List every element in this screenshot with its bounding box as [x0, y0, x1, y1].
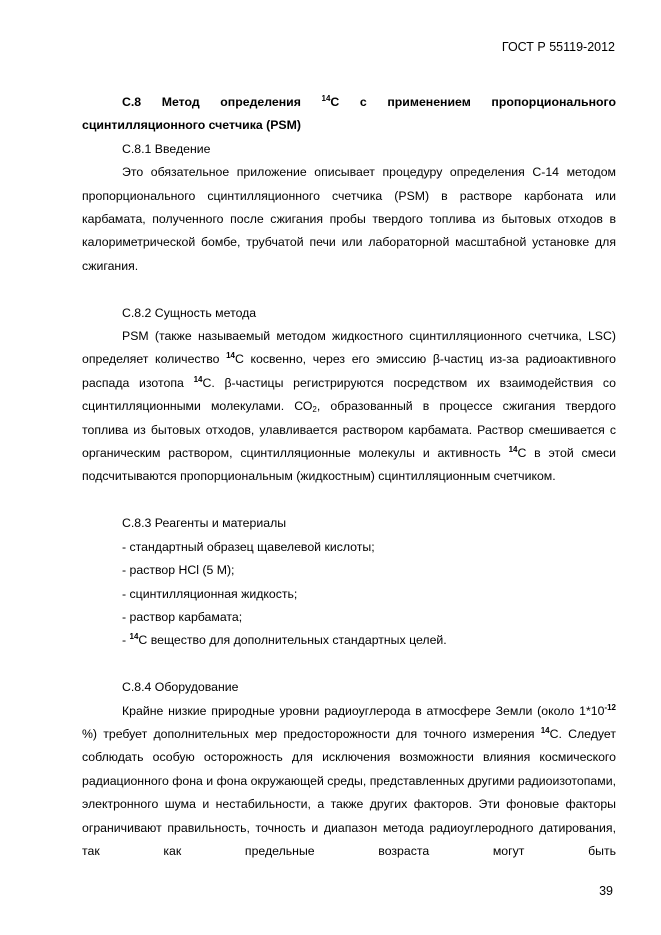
- heading-prefix: С.8 Метод определения: [122, 95, 322, 109]
- heading-superscript: 14: [321, 94, 331, 103]
- c82-text-part: , образованный в процессе сжигания твердого топлива из бытовых отходов, улавливается раствором карбамата. Раствор смешивается с органическим раствором, сцинтилляционные молекулы и активность: [82, 399, 616, 461]
- c84-sup: 14: [540, 725, 550, 735]
- section-c82-text: [82, 325, 616, 489]
- c82-sup: 14: [226, 351, 235, 361]
- list-item: - раствор карбамата;: [122, 609, 243, 624]
- list-item: [82, 629, 616, 652]
- list-item: - стандартный образец щавелевой кислоты;: [122, 539, 375, 554]
- page-number: 39: [599, 884, 613, 898]
- list-item: - раствор HCl (5 М);: [122, 563, 235, 578]
- section-c81-title: С.8.1 Введение: [122, 141, 211, 156]
- c84-sup: -12: [604, 702, 616, 712]
- c84-text-part: Крайне низкие природные уровни радиоуглерода в атмосфере Земли (около 1*10: [122, 703, 605, 718]
- section-c84-text: [82, 700, 616, 864]
- list-item: - сцинтилляционная жидкость;: [122, 586, 298, 601]
- document-body: [82, 91, 616, 863]
- c82-sup: 14: [193, 374, 203, 384]
- section-c83-title: С.8.3 Реагенты и материалы: [122, 516, 287, 531]
- document-code-header: ГОСТ Р 55119-2012: [501, 40, 615, 54]
- list-item-prefix: -: [122, 633, 130, 648]
- c82-sub: 2: [312, 405, 317, 415]
- c82-text-part: С. β-частицы регистрируются посредством их взаимодействия со сцинтилляционными молекулами. СО: [82, 375, 616, 414]
- c84-text-part: С. Следует соблюдать особую осторожность для исключения возможности влияния космического радиационного фона и фона окружающей среды, представленных другими радиоизотопами, электронного шума и нестабильности, а также других факторов. Эти фоновые факторы ограничивают правильность, точность и диапазон метода радиоуглеродного датирования, так как предельные возраста могут быть: [82, 726, 616, 858]
- list-item-text: С вещество для дополнительных стандартных целей.: [138, 633, 447, 648]
- c82-sup: 14: [508, 445, 518, 455]
- heading-suffix: С с применением пропорционального сцинтилляционного счетчика (PSM): [82, 95, 616, 133]
- c82-text-part: С в этой смеси подсчитываются пропорциональным (жидкостным) сцинтилляционным счетчиком.: [82, 446, 617, 484]
- c84-text-part: %) требует дополнительных мер предосторожности для точного измерения: [82, 726, 541, 741]
- section-c84-title: С.8.4 Оборудование: [122, 680, 239, 695]
- c82-text-part: С косвенно, через его эмиссию β-частиц из-за радиоактивного распада изотопа: [82, 352, 616, 390]
- section-c82-title: С.8.2 Сущность метода: [122, 305, 257, 320]
- list-item-sup: 14: [129, 632, 139, 642]
- c82-text-part: PSM (также называемый методом жидкостного сцинтилляционного счетчика, LSC) определяет количество: [82, 329, 616, 367]
- section-c81-text: Это обязательное приложение описывает процедуру определения С-14 методом пропорционального сцинтилляционного счетчика (PSM) в растворе карбоната или карбамата, полученного после сжигания пробы твердого топлива из бытовых отходов в калориметрической бомбе, трубчатой печи или лабораторной масштабной установке для сжигания.: [82, 165, 616, 273]
- section-c8-heading: [82, 91, 616, 138]
